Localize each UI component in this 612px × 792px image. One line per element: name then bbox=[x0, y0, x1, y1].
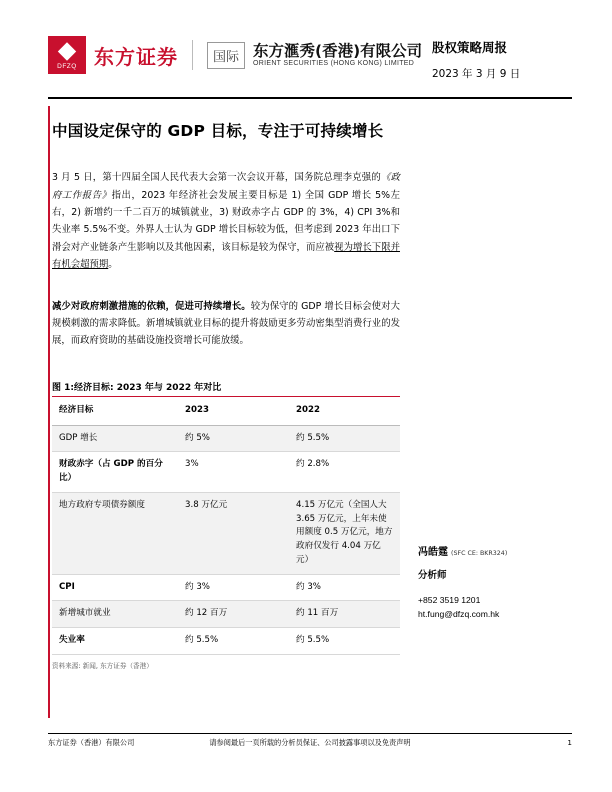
column-header-metric: 经济目标 bbox=[52, 397, 178, 425]
row-value-2022: 约 5.5% bbox=[289, 425, 400, 452]
table-header-row bbox=[52, 397, 400, 425]
logo-diamond-shape bbox=[58, 42, 76, 60]
para1-emphasis: 视为增长下限并有机会超预期 bbox=[52, 241, 400, 271]
table-row bbox=[52, 425, 400, 452]
para1-text-e: 。 bbox=[108, 259, 118, 271]
analyst-role: 分析师 bbox=[418, 570, 447, 581]
page-title: 中国设定保守的 GDP 目标，专注于可持续增长 bbox=[52, 122, 384, 140]
para2-body: 较为保守的 GDP 增长目标会使对大规模刺激的需求降低。新增城镇就业目标的提升将鼓励更多劳动密集型消费行业的发展，而政府资助的基础设施投资增长可能放缓。 bbox=[52, 300, 400, 347]
left-accent-bar bbox=[48, 106, 50, 718]
paragraph-2 bbox=[52, 298, 400, 350]
analyst-contact bbox=[418, 593, 578, 621]
row-value-2022: 约 11 百万 bbox=[289, 601, 400, 628]
analyst-name: 冯皓霆 bbox=[418, 547, 448, 558]
document-date: 2023 年 3 月 9 日 bbox=[432, 68, 521, 80]
logo-hk-en: ORIENT SECURITIES (HONG KONG) LIMITED bbox=[253, 60, 415, 68]
document-kind: 股权策略周报 bbox=[432, 40, 508, 55]
row-label: CPI bbox=[52, 574, 178, 601]
row-value-2022: 约 2.8% bbox=[289, 452, 400, 493]
row-label: 地方政府专项债券额度 bbox=[52, 492, 178, 574]
economic-targets-body bbox=[52, 425, 400, 654]
column-header-2022: 2022 bbox=[289, 397, 400, 425]
row-value-2023: 3.8 万亿元 bbox=[178, 492, 289, 574]
figure-economic-targets bbox=[52, 380, 400, 670]
row-value-2022: 约 5.5% bbox=[289, 628, 400, 655]
logo-hk-block bbox=[253, 43, 422, 68]
analyst-block bbox=[418, 540, 578, 621]
table-row bbox=[52, 492, 400, 574]
economic-targets-table bbox=[52, 397, 400, 655]
footer-divider bbox=[48, 733, 572, 735]
row-value-2022: 约 3% bbox=[289, 574, 400, 601]
analyst-name-row bbox=[418, 540, 578, 559]
para2-lead: 减少对政府刺激措施的依赖，促进可持续增长。 bbox=[52, 300, 251, 312]
row-label: 财政赤字（占 GDP 的百分比） bbox=[52, 452, 178, 493]
document-footer bbox=[48, 738, 572, 752]
para1-text-a: 3 月 5 日，第十四届全国人民代表大会第一次会议开幕，国务院总理李克强的 bbox=[52, 172, 381, 184]
table-row bbox=[52, 628, 400, 655]
footer-disclaimer: 请参阅最后一页所载的分析员保证、公司披露事项以及免责声明 bbox=[209, 738, 411, 747]
logo-divider bbox=[192, 40, 193, 70]
row-value-2023: 约 12 百万 bbox=[178, 601, 289, 628]
logo-company-cn: 东方证券 bbox=[94, 44, 178, 69]
row-label: 新增城市就业 bbox=[52, 601, 178, 628]
row-value-2023: 约 5% bbox=[178, 425, 289, 452]
row-label: GDP 增长 bbox=[52, 425, 178, 452]
logo-hk-cn: 东方滙秀(香港)有限公司 bbox=[253, 41, 423, 60]
row-value-2022: 4.15 万亿元（全国人大 3.65 万亿元，上年未使用额度 0.5 万亿元，地方政府仅发行 4.04 万亿元） bbox=[289, 492, 400, 574]
para1-text-c: 指出，2023 年经济社会发展主要目标是 1) 全国 GDP 增长 5%左右，2) 新增约一千二百万的城镇就业，3) 财政赤字占 GDP 的 3%，4) CPI 3%和失业率 5.5%不变。外界人士认为 GDP 增长目标较为低，但考虑到 2023 年出口下滑会对产业链条产生影响以及其他因素，该目标是较为保守，而应被 bbox=[52, 189, 400, 253]
analyst-license: (SFC CE: BKR324) bbox=[451, 550, 508, 557]
analyst-phone: +852 3519 1201 bbox=[418, 595, 481, 605]
logo-mark-text: DFZQ bbox=[57, 63, 77, 70]
table-row bbox=[52, 452, 400, 493]
table-row bbox=[52, 601, 400, 628]
analyst-email[interactable]: ht.fung@dfzq.com.hk bbox=[418, 609, 500, 620]
document-header bbox=[48, 36, 572, 88]
paragraph-1 bbox=[52, 169, 400, 273]
column-header-2023: 2023 bbox=[178, 397, 289, 425]
figure-title: 图 1:经济目标: 2023 年与 2022 年对比 bbox=[52, 380, 400, 397]
table-row bbox=[52, 574, 400, 601]
footer-page-number: 1 bbox=[567, 738, 572, 747]
header-meta bbox=[432, 38, 572, 81]
row-value-2023: 3% bbox=[178, 452, 289, 493]
logo-international-badge: 国际 bbox=[207, 42, 245, 69]
footer-company: 东方证券（香港）有限公司 bbox=[48, 738, 135, 747]
row-value-2023: 约 5.5% bbox=[178, 628, 289, 655]
row-value-2023: 约 3% bbox=[178, 574, 289, 601]
header-divider bbox=[48, 97, 572, 99]
row-label: 失业率 bbox=[52, 628, 178, 655]
dfzq-logo-icon bbox=[48, 36, 86, 74]
para1-report-name: 《政府工作报告》 bbox=[52, 172, 400, 201]
figure-source: 资料来源: 新闻, 东方证券（香港） bbox=[52, 661, 153, 670]
main-content bbox=[52, 112, 400, 670]
